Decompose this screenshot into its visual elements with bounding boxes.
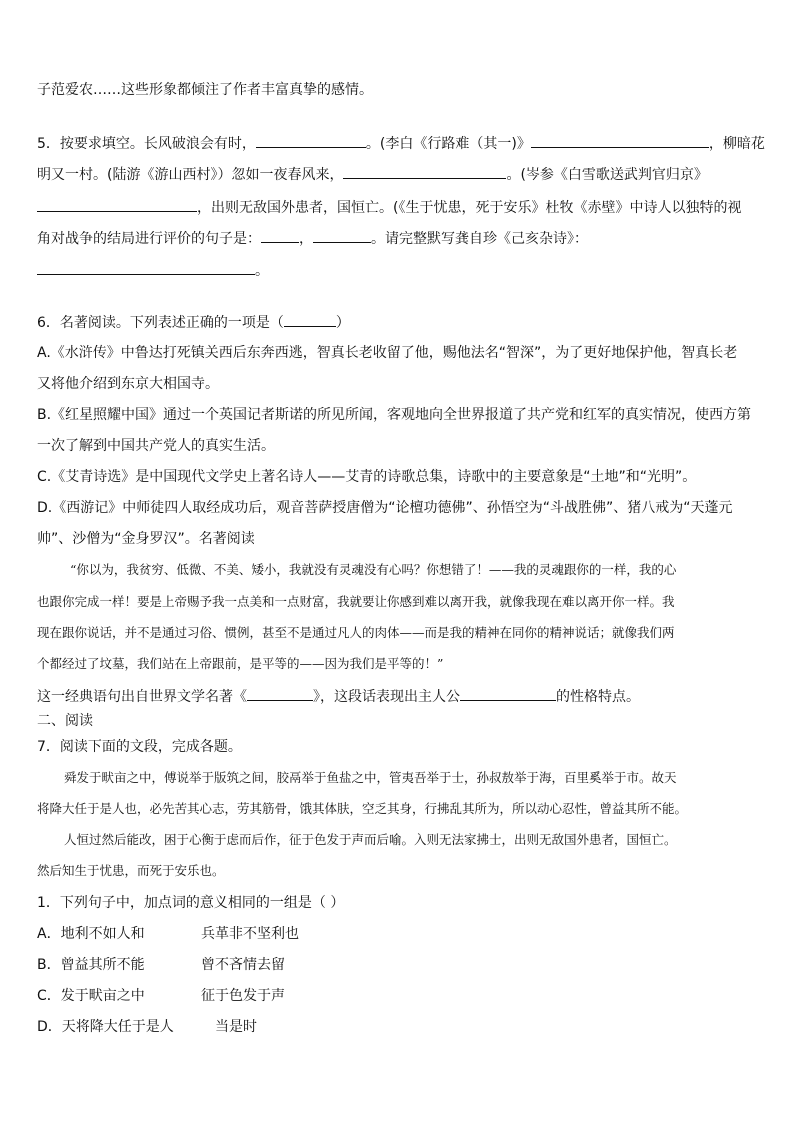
question-7-stem: 7．阅读下面的文段，完成各题。 [37,739,242,755]
q6-option-d: D.《西游记》中师徒四人取经成功后，观音菩萨授唐僧为“论檀功德佛”、孙悟空为“斗战胜佛”、猪八戒为“天蓬元 [37,500,733,516]
quote-line: “你以为，我贫穷、低微、不美、矮小，我就没有灵魂没有心吗？你想错了！——我的灵魂跟你的一样，我的心 [70,562,677,577]
option-a [37,924,145,944]
option-label: A．地利不如人和 [37,926,145,942]
q5-text: 。 [255,263,269,279]
q5-text: 。(李白《行路难（其一)》 [365,136,531,152]
passage-line: 将降大任于是人也，必先苦其心志，劳其筋骨，饿其体肤，空乏其身，行拂乱其所为，所以动心忍性，曾益其所不能。 [37,801,688,816]
answer-blank[interactable] [531,133,709,148]
q5-text: 。请完整默写龚自珍《己亥杂诗》： [371,231,588,247]
option-d-pair: 当是时 [215,1019,257,1035]
quote-line: 也跟你完成一样！要是上帝赐予我一点美和一点财富，我就要让你感到难以离开我，就像我现在难以离开你一样。我 [37,594,675,609]
answer-blank[interactable] [247,686,313,701]
q6-option-d-cont: 帅”、沙僧为“金身罗汉”。名著阅读 [37,531,255,547]
question-text: 这一经典语句出自世界文学名著《 [37,689,247,705]
q5-text: ，柳暗花 [708,136,765,152]
answer-blank[interactable] [313,228,371,243]
q6-option-b-cont: 一次了解到中国共产党人的真实生活。 [37,438,275,454]
option-c-pair: 征于色发于声 [201,988,285,1004]
q5-line-2 [37,164,708,185]
q5-line-1 [37,133,765,154]
q5-line-4 [37,228,588,249]
passage-line: 然后知生于忧患，而死于安乐也。 [37,863,225,878]
option-label: B．曾益其所不能 [37,957,145,973]
option-b [37,955,145,975]
answer-blank[interactable] [37,197,197,212]
answer-blank[interactable] [261,228,299,243]
q5-line-5 [37,260,269,281]
q5-text: ，出则无敌国外患者，国恒亡。(《生于忧患，死于安乐》杜牧《赤壁》中诗人以独特的视 [197,200,742,216]
quote-question [37,686,640,707]
answer-blank[interactable] [284,312,336,327]
quote-line: 个都经过了坟墓，我们站在上帝跟前，是平等的——因为我们是平等的！” [37,656,444,671]
option-label: D．天将降大任于是人 [37,1019,174,1035]
q5-text: 5．按要求填空。长风破浪会有时， [37,136,256,152]
q6-text: ） [335,315,350,331]
quote-line: 现在跟你说话，并不是通过习俗、惯例，甚至不是通过凡人的肉体——而是我的精神在同你的精神说话；就像我们两 [37,625,675,640]
q5-text: ， [299,231,313,247]
option-d [37,1017,174,1037]
q5-text: 角对战争的结局进行评价的句子是： [37,231,261,247]
option-b-pair: 曾不吝情去留 [201,957,285,973]
passage-line: 舜发于畎亩之中，傅说举于版筑之间，胶鬲举于鱼盐之中，管夷吾举于士，孙叔敖举于海，百里奚举于市。故天 [64,770,677,785]
question-text: 》，这段话表现出主人公 [313,689,460,705]
passage-line: 人恒过然后能改，困于心衡于虑而后作，征于色发于声而后喻。入则无法家拂士，出则无敌国外患者，国恒亡。 [64,832,677,847]
q6-option-a-cont: 又将他介绍到东京大相国寺。 [37,376,219,392]
q6-option-c: C.《艾青诗选》是中国现代文学史上著名诗人——艾青的诗歌总集，诗歌中的主要意象是“土地”和“光明”。 [37,469,697,485]
q6-option-a: A.《水浒传》中鲁达打死镇关西后东奔西逃，智真长老收留了他，赐他法名“智深”，为了更好地保护他，智真长老 [37,345,738,361]
q6-stem [37,312,350,333]
answer-blank[interactable] [460,686,556,701]
option-c [37,986,145,1006]
q6-option-b: B.《红星照耀中国》通过一个英国记者斯诺的所见所闻，客观地向全世界报道了共产党和红军的真实情况，使西方第 [37,407,752,423]
answer-blank[interactable] [37,260,255,275]
option-a-pair: 兵革非不坚利也 [201,926,299,942]
answer-blank[interactable] [343,164,506,179]
q6-text: 6．名著阅读。下列表述正确的一项是（ [37,315,284,331]
text-line: 子范爱农……这些形象都倾注了作者丰富真挚的感情。 [37,82,373,98]
subquestion-stem: 1．下列句子中，加点词的意义相同的一组是（ ） [37,895,345,911]
q5-text: 。(岑参《白雪歌送武判官归京》 [506,167,708,183]
question-text: 的性格特点。 [556,689,640,705]
q5-text: 明又一村。(陆游《游山西村》）忽如一夜春风来， [37,167,344,183]
option-label: C．发于畎亩之中 [37,988,145,1004]
answer-blank[interactable] [256,133,366,148]
section-heading: 二、阅读 [37,713,93,729]
q5-line-3 [37,197,741,218]
